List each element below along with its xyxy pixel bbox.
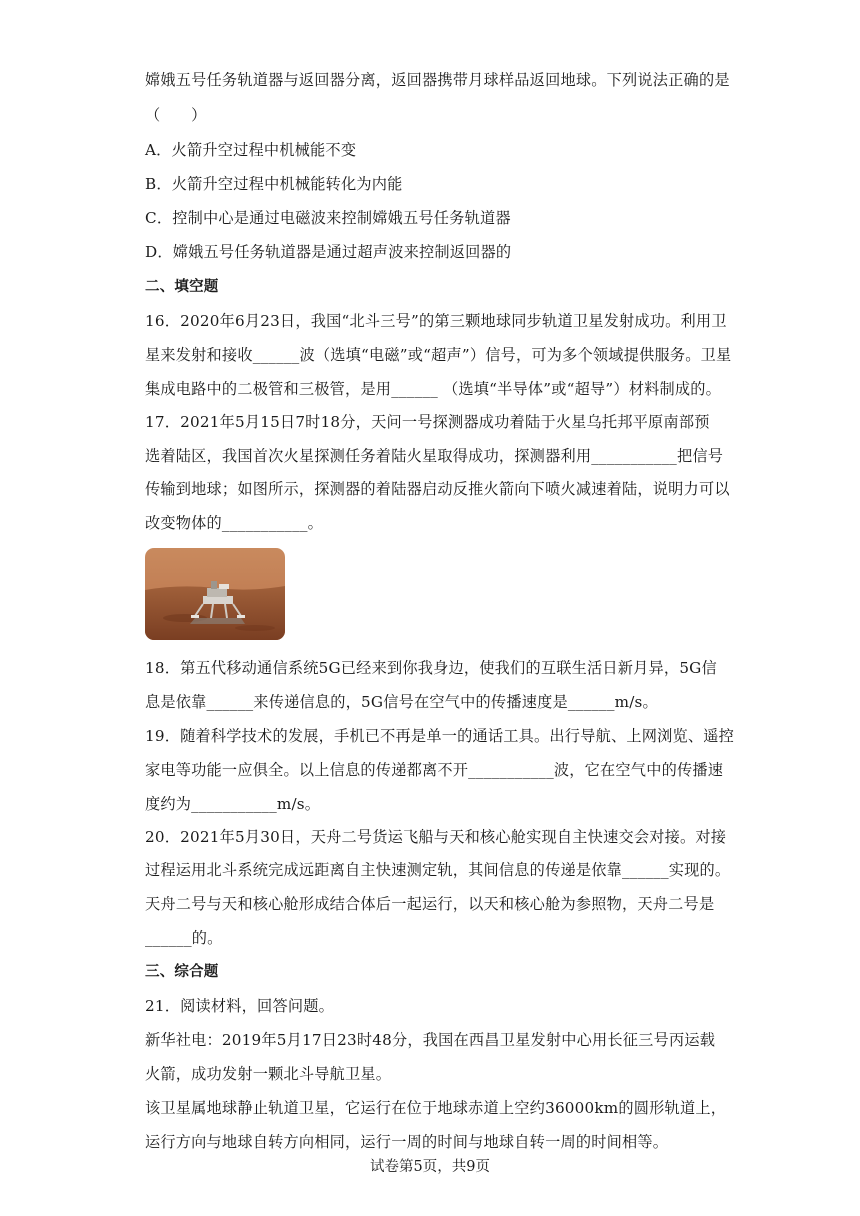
question-20-line-2: 过程运用北斗系统完成远距离自主快速测定轨，其间信息的传递是依靠______实现的。: [145, 861, 731, 879]
option-b: B．火箭升空过程中机械能转化为内能: [145, 175, 403, 193]
question-19-line-1: 19．随着科学技术的发展，手机已不再是单一的通话工具。出行导航、上网浏览、遥控: [145, 727, 735, 745]
question-18-line-1: 18．第五代移动通信系统5G已经来到你我身边，使我们的互联生活日新月异，5G信: [145, 659, 717, 677]
reading-material-line-3: 该卫星属地球静止轨道卫星，它运行在位于地球赤道上空约36000km的圆形轨道上，: [145, 1099, 727, 1117]
reading-material-line-2: 火箭，成功发射一颗北斗导航卫星。: [145, 1065, 392, 1083]
reading-material-line-1: 新华社电：2019年5月17日23时48分，我国在西昌卫星发射中心用长征三号丙运载: [145, 1031, 716, 1049]
question-16-line-3: 集成电路中的二极管和三极管，是用______ （选填“半导体”或“超导”）材料制成的。: [145, 380, 722, 398]
question-20-line-4: ______的。: [145, 929, 223, 947]
section-heading-fill-in: 二、填空题: [145, 279, 219, 295]
question-15-stem-line-1: 嫦娥五号任务轨道器与返回器分离，返回器携带月球样品返回地球。下列说法正确的是: [145, 71, 730, 89]
mars-lander-photo: [145, 548, 285, 640]
reading-material-line-4: 运行方向与地球自转方向相同，运行一周的时间与地球自转一周的时间相等。: [145, 1133, 669, 1151]
option-d: D．嫦娥五号任务轨道器是通过超声波来控制返回器的: [145, 243, 512, 261]
option-c: C．控制中心是通过电磁波来控制嫦娥五号任务轨道器: [145, 209, 511, 227]
question-17-line-3: 传输到地球；如图所示，探测器的着陆器启动反推火箭向下喷火减速着陆，说明力可以: [145, 480, 730, 498]
section-heading-comprehensive: 三、综合题: [145, 964, 219, 980]
page-footer: 试卷第5页，共9页: [370, 1159, 490, 1175]
question-19-line-2: 家电等功能一应俱全。以上信息的传递都离不开___________波，它在空气中的传播速: [145, 761, 724, 779]
question-15-stem-line-2: （ ）: [145, 106, 207, 124]
question-20-line-3: 天舟二号与天和核心舱形成结合体后一起运行，以天和核心舱为参照物，天舟二号是: [145, 895, 715, 913]
question-21-prompt: 21．阅读材料，回答问题。: [145, 997, 334, 1015]
question-20-line-1: 20．2021年5月30日，天舟二号货运飞船与天和核心舱实现自主快速交会对接。对接: [145, 828, 727, 846]
question-16-line-1: 16．2020年6月23日，我国“北斗三号”的第三颗地球同步轨道卫星发射成功。利用卫: [145, 312, 727, 330]
question-17-line-4: 改变物体的___________。: [145, 514, 324, 532]
question-16-line-2: 星来发射和接收______波（选填“电磁”或“超声”）信号，可为多个领域提供服务。卫星: [145, 346, 732, 364]
option-a: A．火箭升空过程中机械能不变: [145, 141, 357, 159]
question-17-line-2: 选着陆区，我国首次火星探测任务着陆火星取得成功，探测器利用___________把信号: [145, 447, 724, 465]
question-18-line-2: 息是依靠______来传递信息的，5G信号在空气中的传播速度是______m/s。: [145, 693, 658, 711]
question-17-line-1: 17．2021年5月15日7时18分，天问一号探测器成功着陆于火星乌托邦平原南部预: [145, 413, 710, 431]
question-19-line-3: 度约为___________m/s。: [145, 795, 321, 813]
